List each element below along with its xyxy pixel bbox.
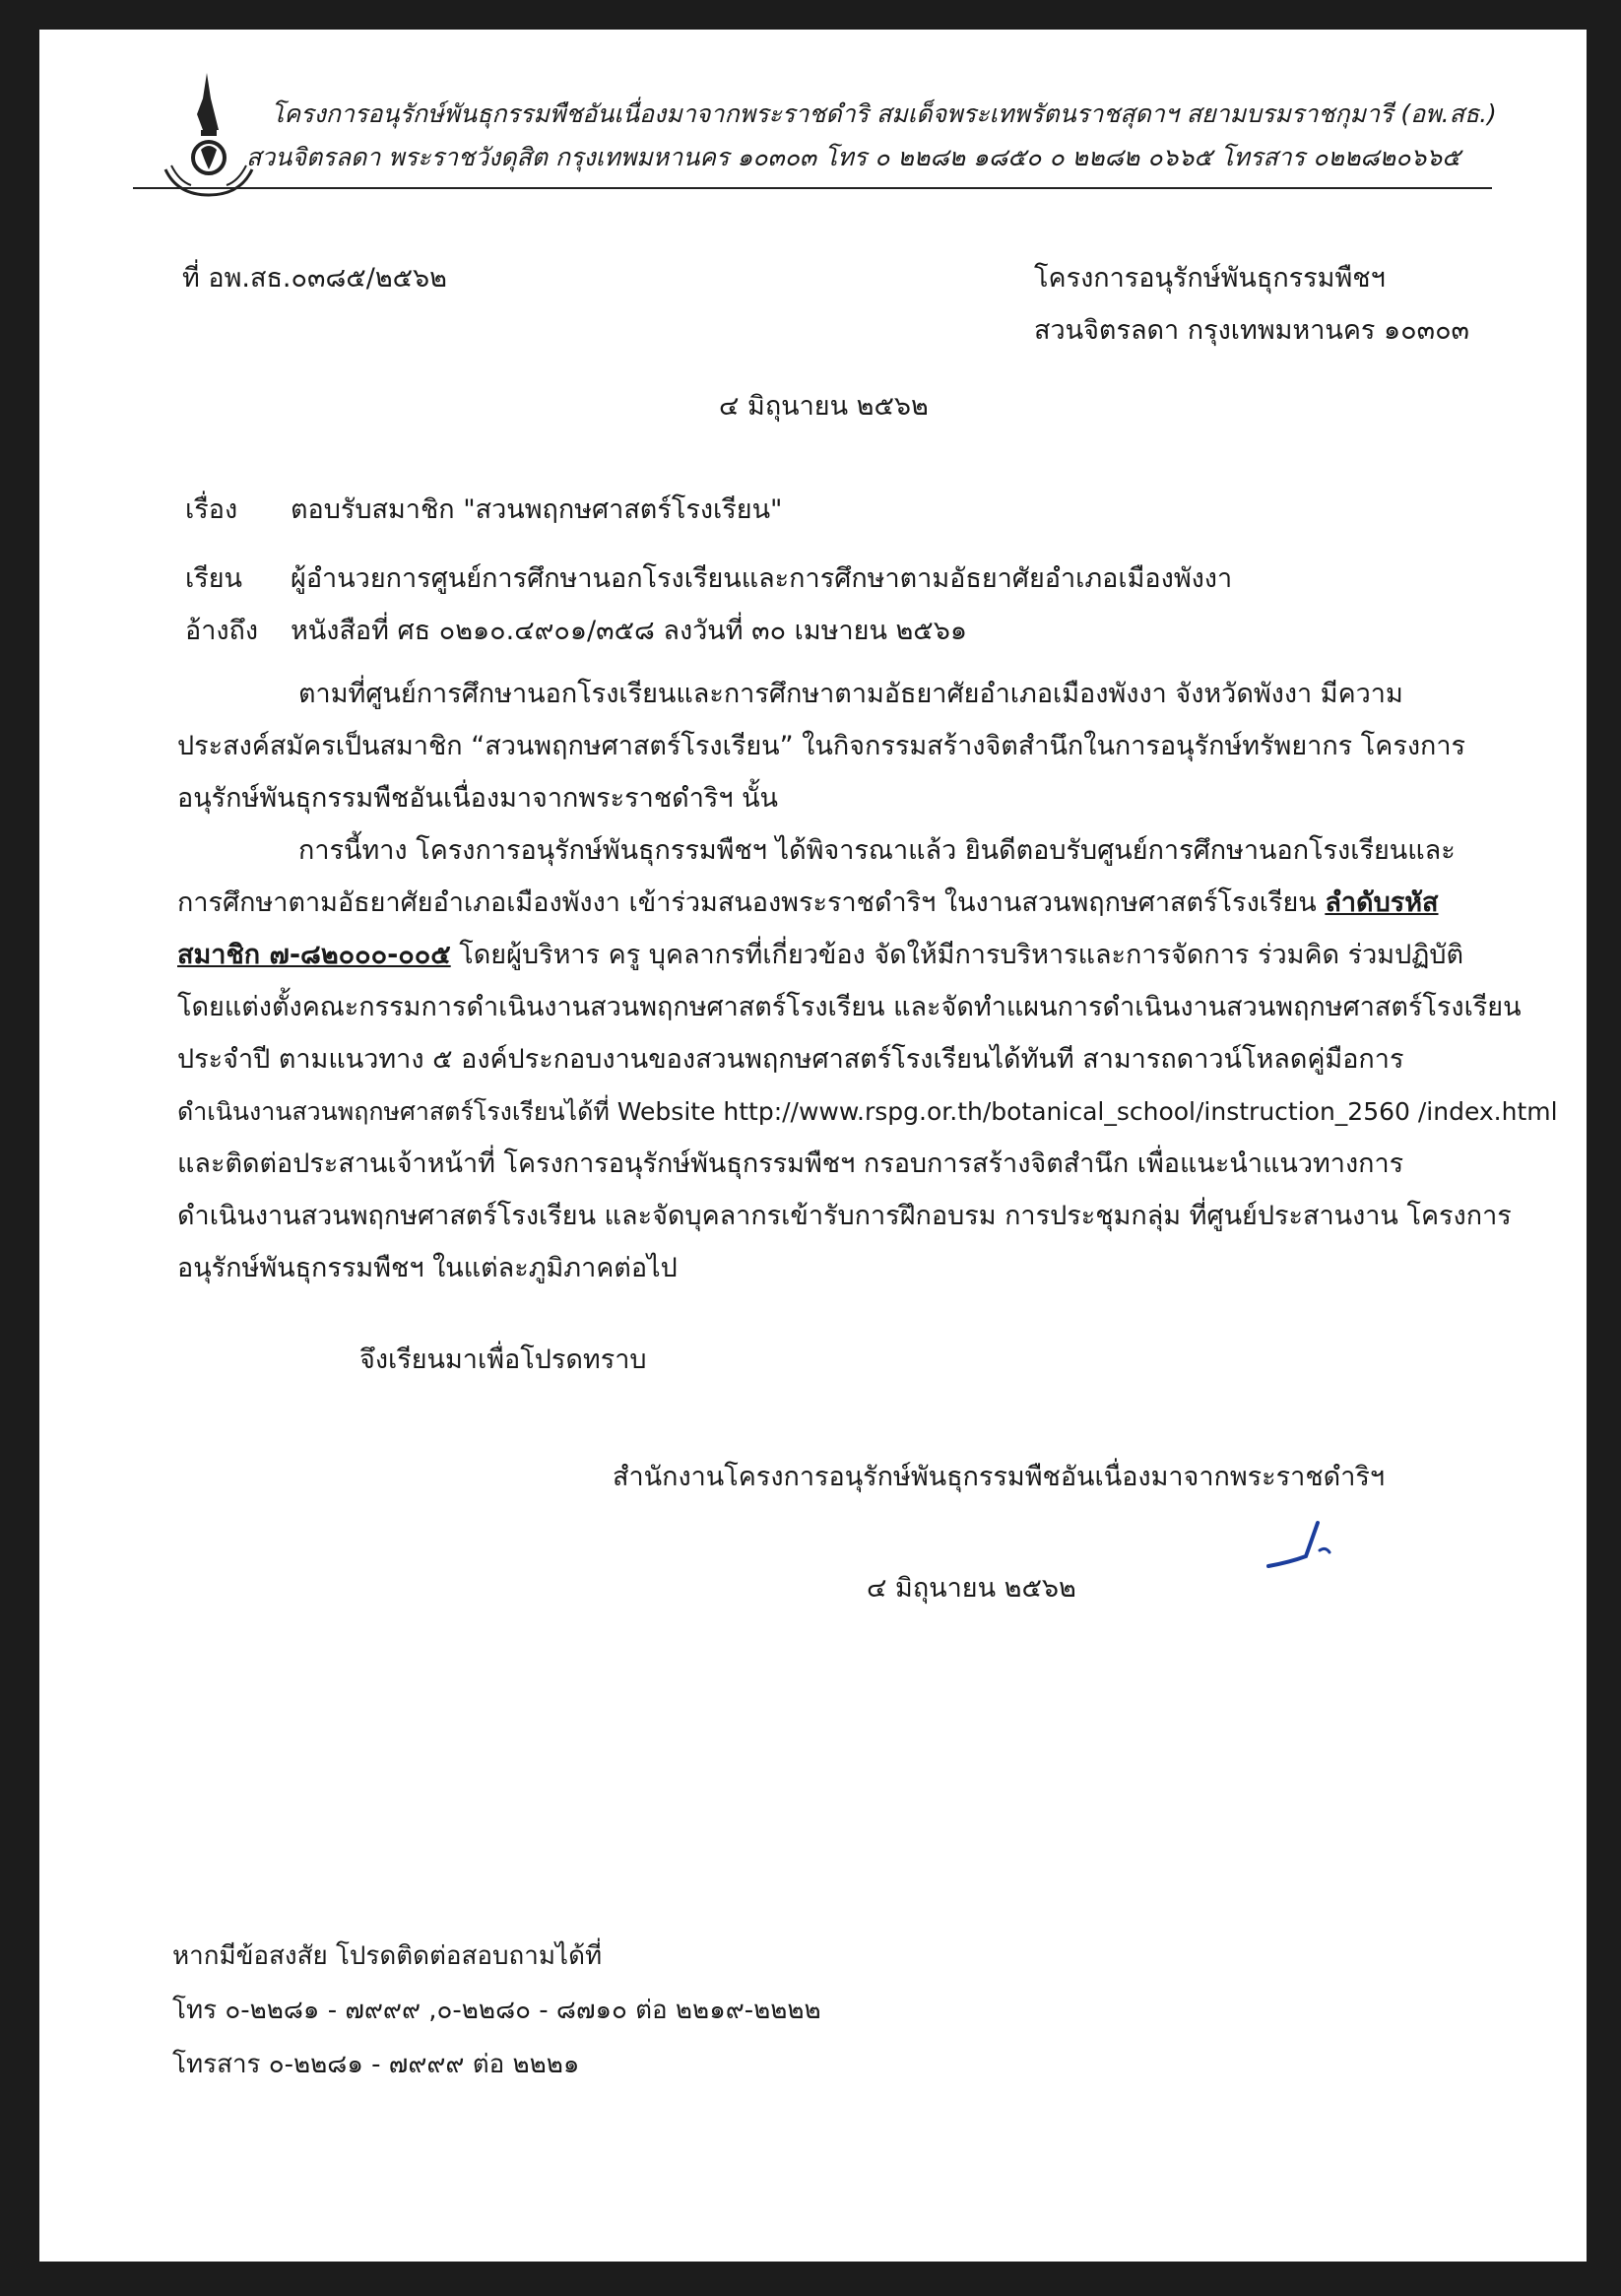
paragraph-2-line-3-text: โดยผู้บริหาร ครู บุคลากรที่เกี่ยวข้อง จัดให้มีการบริหารและการจัดการ ร่วมคิด ร่วมปฏิบัติ [450,940,1464,970]
contact-note: หากมีข้อสงสัย โปรดติดต่อสอบถามได้ที่ [172,1941,603,1971]
contact-fax: โทรสาร ๐-๒๒๘๑ - ๗๙๙๙ ต่อ ๒๒๒๑ [172,2050,580,2079]
reference-label: อ้างถึง [185,616,259,646]
paragraph-1-line-1: ตามที่ศูนย์การศึกษานอกโรงเรียนและการศึกษาตามอัธยาศัยอำเภอเมืองพังงา จังหวัดพังงา มีความ [298,679,1403,709]
paragraph-2-line-8: ดำเนินงานสวนพฤกษศาสตร์โรงเรียน และจัดบุคลากรเข้ารับการฝึกอบรม การประชุมกลุ่ม ที่ศูนย์ประสานงาน โครงการ [177,1201,1512,1231]
paragraph-2-line-7: และติดต่อประสานเจ้าหน้าที่ โครงการอนุรักษ์พันธุกรรมพืชฯ กรอบการสร้างจิตสำนึก เพื่อแนะนำแนวทางการ [177,1148,1404,1179]
paragraph-1-line-3: อนุรักษ์พันธุกรรมพืชอันเนื่องมาจากพระราชดำริฯ นั้น [177,783,779,814]
subject-label: เรื่อง [185,494,238,525]
letter-date: ๔ มิถุนายน ๒๕๖๒ [719,391,929,422]
signature-date: ๔ มิถุนายน ๒๕๖๒ [867,1573,1076,1604]
paragraph-1-line-2: ประสงค์สมัครเป็นสมาชิก “สวนพฤกษศาสตร์โรงเรียน” ในกิจกรรมสร้างจิตสำนึกในการอนุรักษ์ทรัพยากร โครงการ [177,731,1466,761]
contact-phone: โทร ๐-๒๒๘๑ - ๗๙๙๙ ,๐-๒๒๘๐ - ๘๗๑๐ ต่อ ๒๒๑๙-๒๒๒๒ [172,1996,821,2025]
recipient-text: ผู้อำนวยการศูนย์การศึกษานอกโรงเรียนและการศึกษาตามอัธยาศัยอำเภอเมืองพังงา [291,563,1233,594]
header-line-1: โครงการอนุรักษ์พันธุกรรมพืชอันเนื่องมาจากพระราชดำริ สมเด็จพระเทพรัตนราชสุดาฯ สยามบรมราชกุมารี (อพ.สธ.) [271,99,1497,128]
member-code-value: สมาชิก ๗-๘๒๐๐๐-๐๐๕ [177,940,451,970]
paragraph-2-line-1: การนี้ทาง โครงการอนุรักษ์พันธุกรรมพืชฯ ได้พิจารณาแล้ว ยินดีตอบรับศูนย์การศึกษานอกโรงเรียนและ [298,835,1456,866]
signature-mark [1261,1517,1339,1576]
header-divider [133,187,1492,189]
signatory-office: สำนักงานโครงการอนุรักษ์พันธุกรรมพืชอันเนื่องมาจากพระราชดำริฯ [613,1462,1386,1492]
reference-number: ที่ อพ.สธ.๐๓๘๕/๒๕๖๒ [182,263,447,294]
member-code-label: ลำดับรหัส [1325,887,1439,918]
paragraph-2-line-2 [177,877,1439,929]
letter-page [39,30,1587,2262]
sender-name: โครงการอนุรักษ์พันธุกรรมพืชฯ [1034,263,1386,294]
paragraph-2-line-3 [177,929,1463,981]
paragraph-2-line-4: โดยแต่งตั้งคณะกรรมการดำเนินงานสวนพฤกษศาสตร์โรงเรียน และจัดทำแผนการดำเนินงานสวนพฤกษศาสตร์โรงเรียน [177,992,1522,1022]
closing-line: จึงเรียนมาเพื่อโปรดทราบ [359,1345,647,1375]
rspg-emblem-icon [158,71,256,199]
recipient-label: เรียน [185,563,243,594]
sender-address: สวนจิตรลดา กรุงเทพมหานคร ๑๐๓๐๓ [1034,315,1470,346]
paragraph-2-line-2-text: การศึกษาตามอัธยาศัยอำเภอเมืองพังงา เข้าร่วมสนองพระราชดำริฯ ในงานสวนพฤกษศาสตร์โรงเรียน [177,887,1326,918]
paragraph-2-line-6: ดำเนินงานสวนพฤกษศาสตร์โรงเรียนได้ที่ Website http://www.rspg.or.th/botanical_school/instruction_2560 /index.html [177,1097,1558,1126]
header-line-2: สวนจิตรลดา พระราชวังดุสิต กรุงเทพมหานคร ๑๐๓๐๓ โทร ๐ ๒๒๘๒ ๑๘๕๐ ๐ ๒๒๘๒ ๐๖๖๕ โทรสาร ๐๒๒๘๒๐๖๖๕ [246,143,1460,171]
reference-text: หนังสือที่ ศธ ๐๒๑๐.๔๙๐๑/๓๕๘ ลงวันที่ ๓๐ เมษายน ๒๕๖๑ [291,616,968,646]
paragraph-2-line-5: ประจำปี ตามแนวทาง ๕ องค์ประกอบงานของสวนพฤกษศาสตร์โรงเรียนได้ทันที สามารถดาวน์โหลดคู่มือการ [177,1044,1404,1075]
paragraph-2-line-9: อนุรักษ์พันธุกรรมพืชฯ ในแต่ละภูมิภาคต่อไป [177,1253,678,1283]
subject-text: ตอบรับสมาชิก "สวนพฤกษศาสตร์โรงเรียน" [291,494,783,525]
